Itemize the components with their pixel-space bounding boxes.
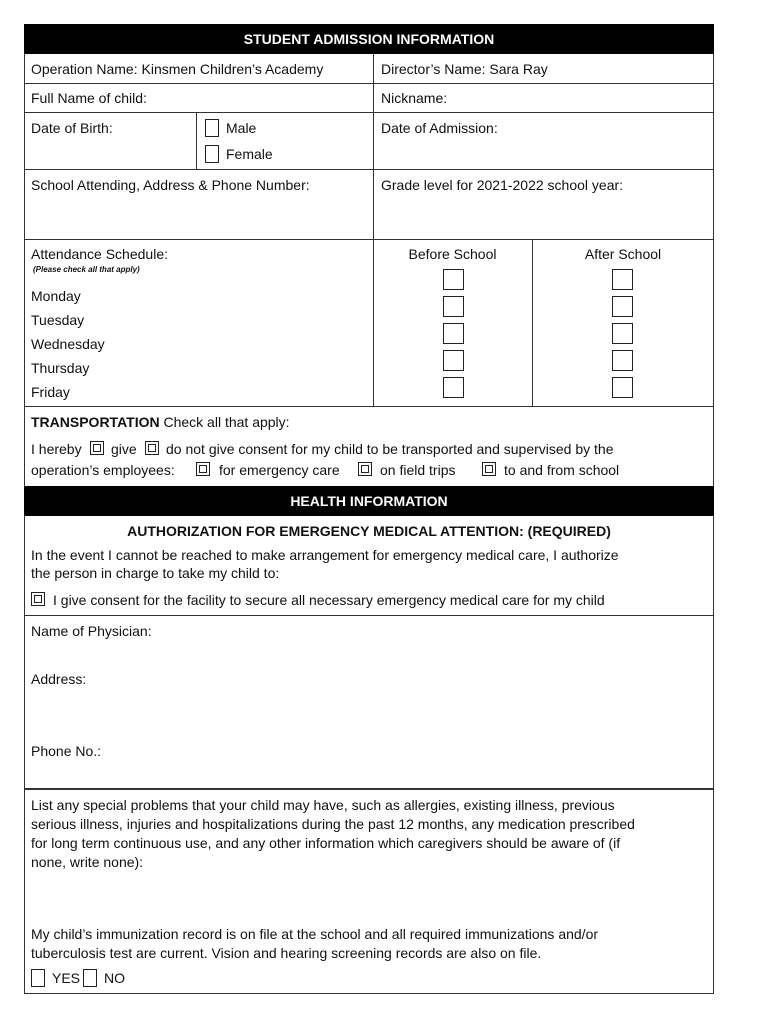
before-school-header: Before School — [408, 246, 497, 262]
to-from-school-checkbox[interactable] — [482, 462, 496, 476]
medical-consent-label: I give consent for the facility to secure all necessary emergency medical care for my child — [53, 592, 605, 608]
column-divider — [373, 54, 374, 406]
emergency-care-checkbox[interactable] — [196, 462, 210, 476]
transport-field-trips: on field trips — [380, 462, 456, 478]
dob-label: Date of Birth: — [31, 120, 113, 136]
frame-right — [713, 54, 714, 486]
immunization-text-2: tuberculosis test are current. Vision and hearing screening records are also on file. — [31, 945, 542, 961]
special-text-1: List any special problems that your child may have, such as allergies, existing illness, previous — [31, 797, 615, 813]
no-consent-checkbox[interactable] — [145, 441, 159, 455]
health-info-header: HEALTH INFORMATION — [24, 486, 714, 516]
transport-line2-a: operation’s employees: — [31, 462, 175, 478]
phone-label: Phone No.: — [31, 743, 102, 759]
column-divider — [532, 239, 533, 406]
row-divider — [24, 615, 714, 616]
nickname-label: Nickname: — [381, 90, 448, 106]
director-name: Director’s Name: Sara Ray — [381, 61, 548, 77]
row-divider — [24, 406, 714, 407]
after-thursday-checkbox[interactable] — [612, 350, 633, 371]
authorization-title: AUTHORIZATION FOR EMERGENCY MEDICAL ATTENTION: (REQUIRED) — [127, 523, 611, 539]
frame-right — [713, 516, 714, 790]
frame-right — [713, 790, 714, 994]
school-label: School Attending, Address & Phone Number: — [31, 177, 310, 193]
after-monday-checkbox[interactable] — [612, 269, 633, 290]
after-friday-checkbox[interactable] — [612, 377, 633, 398]
transportation-heading — [31, 413, 290, 431]
row-divider — [24, 239, 714, 240]
give-consent-checkbox[interactable] — [90, 441, 104, 455]
after-tuesday-checkbox[interactable] — [612, 296, 633, 317]
row-divider — [24, 788, 714, 790]
attendance-note: (Please check all that apply) — [33, 265, 140, 274]
female-checkbox[interactable] — [205, 145, 219, 163]
yes-label: YES — [52, 970, 81, 986]
authorization-text-2: the person in charge to take my child to: — [31, 565, 280, 581]
operation-name: Operation Name: Kinsmen Children’s Academy — [31, 61, 324, 77]
immunization-yes-checkbox[interactable] — [31, 969, 45, 987]
special-text-4: none, write none): — [31, 854, 144, 870]
row-divider — [24, 83, 714, 84]
row-divider — [24, 993, 714, 994]
day-friday: Friday — [31, 384, 70, 400]
day-wednesday: Wednesday — [31, 336, 105, 352]
student-admission-header: STUDENT ADMISSION INFORMATION — [24, 24, 714, 54]
column-divider — [196, 112, 197, 169]
attendance-label: Attendance Schedule: — [31, 246, 168, 262]
female-label: Female — [226, 146, 273, 162]
admission-date-label: Date of Admission: — [381, 120, 498, 136]
male-checkbox[interactable] — [205, 119, 219, 137]
special-text-3: for long term continuous use, and any other information which caregivers should be aware of (if — [31, 835, 621, 851]
before-tuesday-checkbox[interactable] — [443, 296, 464, 317]
address-label: Address: — [31, 671, 87, 687]
immunization-no-checkbox[interactable] — [83, 969, 97, 987]
frame-left — [24, 54, 25, 486]
full-name-label: Full Name of child: — [31, 90, 147, 106]
after-wednesday-checkbox[interactable] — [612, 323, 633, 344]
before-thursday-checkbox[interactable] — [443, 350, 464, 371]
before-wednesday-checkbox[interactable] — [443, 323, 464, 344]
day-monday: Monday — [31, 288, 81, 304]
grade-label: Grade level for 2021-2022 school year: — [381, 177, 624, 193]
day-thursday: Thursday — [31, 360, 90, 376]
authorization-text-1: In the event I cannot be reached to make arrangement for emergency medical care, I authorize — [31, 547, 619, 563]
frame-left — [24, 790, 25, 994]
transportation-title: TRANSPORTATION — [31, 414, 160, 430]
before-friday-checkbox[interactable] — [443, 377, 464, 398]
medical-consent-checkbox[interactable] — [31, 592, 45, 606]
special-text-2: serious illness, injuries and hospitalizations during the past 12 months, any medication prescribed — [31, 816, 635, 832]
row-divider — [24, 112, 714, 113]
physician-label: Name of Physician: — [31, 623, 152, 639]
no-label: NO — [104, 970, 125, 986]
transportation-subtitle: Check all that apply: — [163, 414, 290, 430]
row-divider — [24, 169, 714, 170]
transport-school: to and from school — [504, 462, 620, 478]
immunization-text-1: My child’s immunization record is on file at the school and all required immunizations and/or — [31, 926, 599, 942]
day-tuesday: Tuesday — [31, 312, 85, 328]
transport-emergency: for emergency care — [219, 462, 340, 478]
male-label: Male — [226, 120, 257, 136]
transport-line1-c: do not give consent for my child to be transported and supervised by the — [166, 441, 614, 457]
after-school-header: After School — [584, 246, 662, 262]
frame-left — [24, 516, 25, 790]
transport-give: give — [111, 441, 137, 457]
transport-line1-a: I hereby — [31, 441, 82, 457]
before-monday-checkbox[interactable] — [443, 269, 464, 290]
field-trips-checkbox[interactable] — [358, 462, 372, 476]
